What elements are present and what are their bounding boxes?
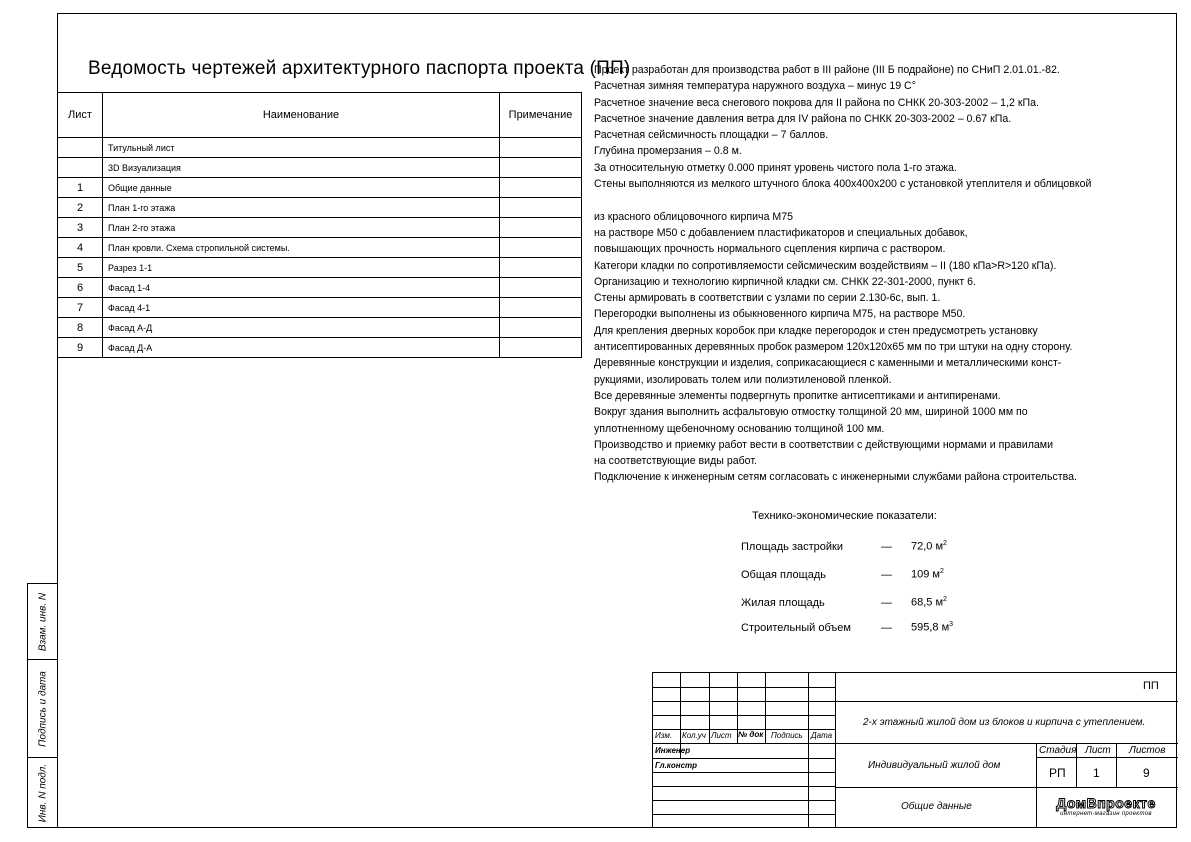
- list-value: 1: [1093, 766, 1100, 780]
- note-line: Вокруг здания выполнить асфальтовую отмостку толщиной 20 мм, шириной 1000 мм по: [594, 406, 1028, 419]
- table-row: [58, 298, 582, 318]
- table-row: [58, 278, 582, 298]
- logo: [1041, 795, 1171, 817]
- sheet-number: 5: [58, 258, 103, 278]
- note-line: Для крепления дверных коробок при кладке перегородок и стен предусмотреть установку: [594, 324, 1038, 337]
- drawings-table: [57, 92, 582, 358]
- header-note: Примечание: [500, 93, 582, 138]
- note-line: на соответствующие виды работ.: [594, 455, 757, 468]
- side-cell-podpis: [28, 660, 57, 758]
- sheet-name: Фасад 1-4: [103, 278, 500, 298]
- sheet-note: [500, 338, 582, 358]
- note-line: антисептированных деревянных пробок размером 120х120х65 мм по три штуки на одну сторону.: [594, 341, 1073, 354]
- note-line: Расчетное значение давления ветра для IV района по СНКК 20-303-2002 – 0.67 кПа.: [594, 112, 1012, 125]
- side-label-podpis: Подпись и дата: [37, 670, 48, 747]
- tech-exponent: 2: [943, 596, 947, 603]
- stage-value: РП: [1049, 766, 1066, 780]
- tech-dash: —: [881, 568, 892, 581]
- side-label-vzam: Взам. инв. N: [37, 592, 48, 651]
- list-header: Лист: [1085, 745, 1111, 756]
- general-notes: [594, 62, 1164, 486]
- sheet-note: [500, 218, 582, 238]
- tech-label: Строительный объем: [741, 621, 851, 634]
- table-row: [58, 338, 582, 358]
- tech-row: [741, 621, 953, 634]
- note-line: [594, 192, 1164, 208]
- tech-row: [741, 568, 944, 581]
- header-name: Наименование: [103, 93, 500, 138]
- tech-dash: —: [881, 596, 892, 609]
- note-line: повышающих прочность нормального сцепления кирпича с раствором.: [594, 243, 946, 256]
- tech-value: 72,0 м: [911, 540, 944, 553]
- sheet-note: [500, 138, 582, 158]
- note-line: Проект разработан для производства работ в III районе (III Б подрайоне) по СНиП 2.01.01.-82.: [594, 64, 1060, 76]
- logo-text: ДомВпроекте: [1056, 795, 1156, 811]
- sheet-note: [500, 318, 582, 338]
- note-line: За относительную отметку 0.000 принят уровень чистого пола 1-го этажа.: [594, 161, 957, 174]
- sheet-name: Разрез 1-1: [103, 258, 500, 278]
- header-sheet: Лист: [58, 93, 103, 138]
- sheet-note: [500, 198, 582, 218]
- tech-value: 68,5 м: [911, 596, 944, 609]
- sheet-number: 4: [58, 238, 103, 258]
- note-line: Стены выполняются из мелкого штучного блока 400х400х200 с установкой утеплителя и облицовкой: [594, 178, 1092, 191]
- sheet-name: План 1-го этажа: [103, 198, 500, 218]
- side-cell-vzam: [28, 584, 57, 660]
- sheet-note: [500, 298, 582, 318]
- tech-value: 595,8 м: [911, 621, 950, 634]
- tech-title: Технико-экономические показатели:: [752, 510, 937, 522]
- tech-dash: —: [881, 540, 892, 553]
- tech-exponent: 2: [939, 568, 944, 575]
- side-stamp: [27, 583, 57, 828]
- tech-exponent: 2: [943, 540, 947, 547]
- table-row: [58, 158, 582, 178]
- sheet-name: Фасад 4-1: [103, 298, 500, 318]
- sheet-number: 1: [58, 178, 103, 198]
- note-line: Стены армировать в соответствии с узлами по серии 2.130-6с, вып. 1.: [594, 292, 941, 305]
- sheet-name: Общие данные: [103, 178, 500, 198]
- note-line: Все деревянные элементы подвергнуть пропитке антисептиками и антипиренами.: [594, 389, 1001, 402]
- sheet-name: 3D Визуализация: [103, 158, 500, 178]
- sheet-name: Титульный лист: [103, 138, 500, 158]
- tech-exponent: 3: [949, 621, 954, 628]
- note-line: Категори кладки по сопротивляемости сейсмическим воздействиям – II (180 кПа>R>120 кПа).: [594, 259, 1057, 272]
- project-code: ПП: [1143, 680, 1159, 692]
- table-row: [58, 178, 582, 198]
- project-name: 2-х этажный жилой дом из блоков и кирпича с утеплением.: [863, 717, 1146, 728]
- col-data: Дата: [811, 731, 833, 740]
- title-block: [652, 672, 1177, 828]
- note-line: уплотненному щебеночному основанию толщиной 100 мм.: [594, 422, 885, 435]
- sheet-note: [500, 178, 582, 198]
- drawings-title: Ведомость чертежей архитектурного паспорта проекта (ПП): [88, 58, 631, 79]
- tech-label: Площадь застройки: [741, 540, 843, 553]
- row-engineer: Инженер: [655, 746, 691, 755]
- tech-value: 109 м: [911, 568, 940, 581]
- note-line: Перегородки выполнены из обыкновенного кирпича М75, на растворе М50.: [594, 308, 966, 321]
- note-line: Расчетная зимняя температура наружного воздуха – минус 19 С°: [594, 80, 916, 93]
- side-label-inv: Инв. N подл.: [37, 763, 48, 823]
- note-line: Расчетная сейсмичность площадки – 7 баллов.: [594, 129, 829, 142]
- sheet-number: 8: [58, 318, 103, 338]
- drawings-header-row: [58, 93, 582, 138]
- table-row: [58, 238, 582, 258]
- sheet-note: [500, 278, 582, 298]
- note-line: Производство и приемку работ вести в соответствии с действующими нормами и правилами: [594, 438, 1053, 451]
- sheet-number: 6: [58, 278, 103, 298]
- table-row: [58, 198, 582, 218]
- note-line: Глубина промерзания – 0.8 м.: [594, 145, 742, 158]
- note-line: из красного облицовочного кирпича М75: [594, 210, 794, 223]
- note-line: на растворе М50 с добавлением пластификаторов и специальных добавок,: [594, 226, 968, 239]
- sheet-number: 9: [58, 338, 103, 358]
- table-row: [58, 218, 582, 238]
- tech-row: [741, 596, 947, 609]
- note-line: Подключение к инженерным сетям согласовать с инженерными службами района строительства.: [594, 471, 1078, 484]
- table-row: [58, 318, 582, 338]
- sheet-name: План кровли. Схема стропильной системы.: [103, 238, 500, 258]
- tech-label: Общая площадь: [741, 568, 826, 581]
- col-podpis: Подпись: [771, 731, 803, 740]
- col-koluch: Кол.уч: [682, 731, 706, 740]
- note-line: Деревянные конструкции и изделия, соприкасающиеся с каменными и металлическими конст-: [594, 357, 1062, 370]
- note-line: рукциями, изолировать толем или полиэтиленовой пленкой.: [594, 373, 892, 386]
- tech-row: [741, 540, 947, 553]
- row-chief: Гл.констр: [655, 761, 698, 770]
- sheet-name: План 2-го этажа: [103, 218, 500, 238]
- sheet-number: [58, 158, 103, 178]
- sheet-title: Общие данные: [901, 801, 972, 812]
- tech-label: Жилая площадь: [741, 596, 825, 609]
- lists-value: 9: [1143, 766, 1150, 780]
- sheet-note: [500, 258, 582, 278]
- col-ndok: № док: [738, 730, 764, 739]
- sheet-name: Фасад А-Д: [103, 318, 500, 338]
- tech-dash: —: [881, 621, 892, 634]
- logo-subtitle: интернет-магазин проектов: [1060, 811, 1152, 817]
- lists-header: Листов: [1129, 745, 1166, 756]
- object-name: Индивидуальный жилой дом: [868, 760, 1001, 771]
- note-line: Организацию и технологию кирпичной кладки см. СНКК 22-301-2000, пункт 6.: [594, 275, 976, 288]
- col-izm: Изм.: [655, 731, 673, 740]
- sheet-number: 3: [58, 218, 103, 238]
- sheet-number: [58, 138, 103, 158]
- sheet-note: [500, 158, 582, 178]
- stage-header: Стадия: [1039, 745, 1077, 756]
- sheet-name: Фасад Д-А: [103, 338, 500, 358]
- table-row: [58, 258, 582, 278]
- note-line: Расчетное значение веса снегового покрова для II района по СНКК 20-303-2002 – 1,2 кПа.: [594, 96, 1039, 109]
- table-row: [58, 138, 582, 158]
- sheet-note: [500, 238, 582, 258]
- sheet-number: 7: [58, 298, 103, 318]
- col-list: Лист: [711, 731, 732, 740]
- sheet-number: 2: [58, 198, 103, 218]
- side-cell-inv: [28, 758, 57, 828]
